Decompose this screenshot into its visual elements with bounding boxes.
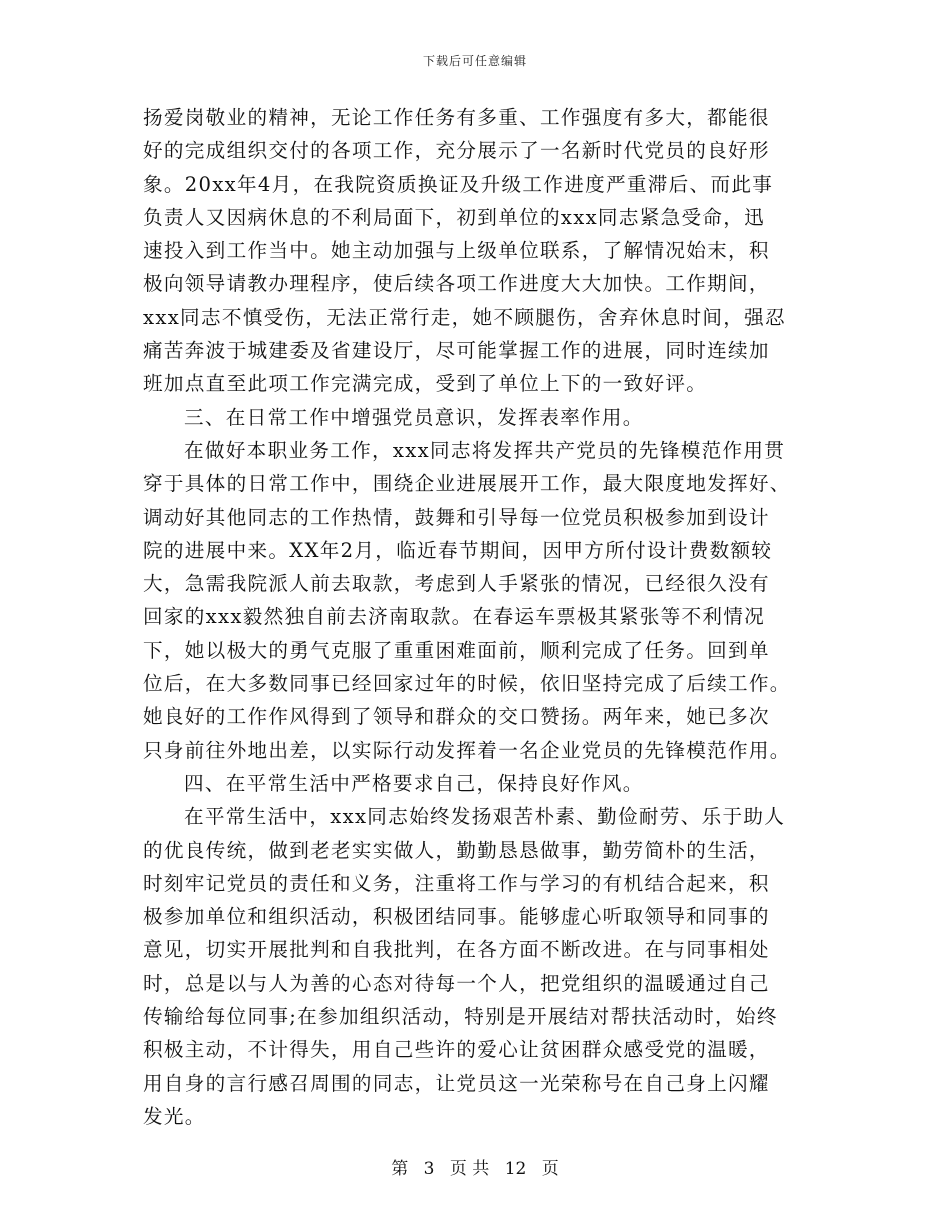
text-line: 发光。 (143, 1104, 206, 1128)
text-line: 传输给每位同事;在参加组织活动，特别是开展结对帮扶活动时，始终 (143, 1005, 778, 1029)
text-line: 极向领导请教办理程序，使后续各项工作进度大大加快。工作期间， (143, 272, 770, 296)
text-line: 院的进展中来。XX年2月，临近春节期间，因甲方所付设计费数额较 (143, 538, 773, 562)
text-line: 在做好本职业务工作，xxx同志将发挥共产党员的先锋模范作用贯 (184, 438, 786, 462)
text-line: 速投入到工作当中。她主动加强与上级单位联系，了解情况始末，积 (143, 239, 770, 263)
footer-suffix: 页 (541, 1159, 559, 1179)
text-line: 大，急需我院派人前去取款，考虑到人手紧张的情况，已经很久没有 (143, 572, 770, 596)
text-line: 的优良传统，做到老老实实做人，勤勤恳恳做事，勤劳简朴的生活， (143, 838, 770, 862)
text-line: 好的完成组织交付的各项工作，充分展示了一名新时代党员的良好形 (143, 139, 770, 163)
text-line: 班加点直至此项工作完满完成，受到了单位上下的一致好评。 (143, 372, 708, 396)
page-header: 下载后可任意编辑 (422, 54, 527, 68)
text-line: 扬爱岗敬业的精神，无论工作任务有多重、工作强度有多大，都能很 (143, 106, 770, 129)
text-line: 她良好的工作作风得到了领导和群众的交口赞扬。两年来，她已多次 (143, 705, 770, 729)
text-line: 极参加单位和组织活动，积极团结同事。能够虚心听取领导和同事的 (143, 905, 770, 929)
body-text (143, 101, 811, 1133)
text-line: 时，总是以与人为善的心态对待每一个人，把党组织的温暖通过自己 (143, 971, 770, 995)
text-line: 只身前往外地出差，以实际行动发挥着一名企业党员的先锋模范作用。 (143, 738, 791, 762)
footer-prefix: 第 (391, 1159, 409, 1179)
current-page-number: 3 (423, 1159, 435, 1179)
text-line: 积极主动，不计得失，用自己些许的爱心让贫困群众感受党的温暖， (143, 1038, 770, 1062)
text-line: 时刻牢记党员的责任和义务，注重将工作与学习的有机结合起来，积 (143, 871, 770, 895)
text-line: 调动好其他同志的工作热情，鼓舞和引导每一位党员积极参加到设计 (143, 505, 770, 529)
text-line: 用自身的言行感召周围的同志，让党员这一光荣称号在自己身上闪耀 (143, 1071, 770, 1095)
text-line: 痛苦奔波于城建委及省建设厅，尽可能掌握工作的进展，同时连续加 (143, 339, 770, 363)
text-line: 位后，在大多数同事已经回家过年的时候，依旧坚持完成了后续工作。 (143, 672, 791, 696)
text-line: 回家的xxx毅然独自前去济南取款。在春运车票极其紧张等不利情况 (143, 605, 766, 629)
text-line: xxx同志不慎受伤，无法正常行走，她不顾腿伤，舍弃休息时间，强忍 (143, 305, 786, 329)
text-line: 象。20xx年4月，在我院资质换证及升级工作进度严重滞后、而此事 (143, 172, 774, 196)
text-line: 在平常生活中，xxx同志始终发扬艰苦朴素、勤俭耐劳、乐于助人 (184, 805, 786, 829)
section-heading-3: 三、在日常工作中增强党员意识，发挥表率作用。 (184, 405, 644, 429)
text-line: 意见，切实开展批判和自我批判，在各方面不断改进。在与同事相处 (143, 938, 770, 962)
text-line: 下，她以极大的勇气克服了重重困难面前，顺利完成了任务。回到单 (143, 638, 770, 662)
text-line: 负责人又因病休息的不利局面下，初到单位的xxx同志紧急受命，迅 (143, 205, 766, 229)
text-line: 穿于具体的日常工作中，围绕企业进展展开工作，最大限度地发挥好、 (143, 472, 791, 496)
total-pages-number: 12 (504, 1159, 527, 1179)
page-footer (0, 1154, 950, 1179)
footer-middle: 页 共 (449, 1159, 490, 1179)
section-heading-4: 四、在平常生活中严格要求自己，保持良好作风。 (184, 771, 644, 795)
